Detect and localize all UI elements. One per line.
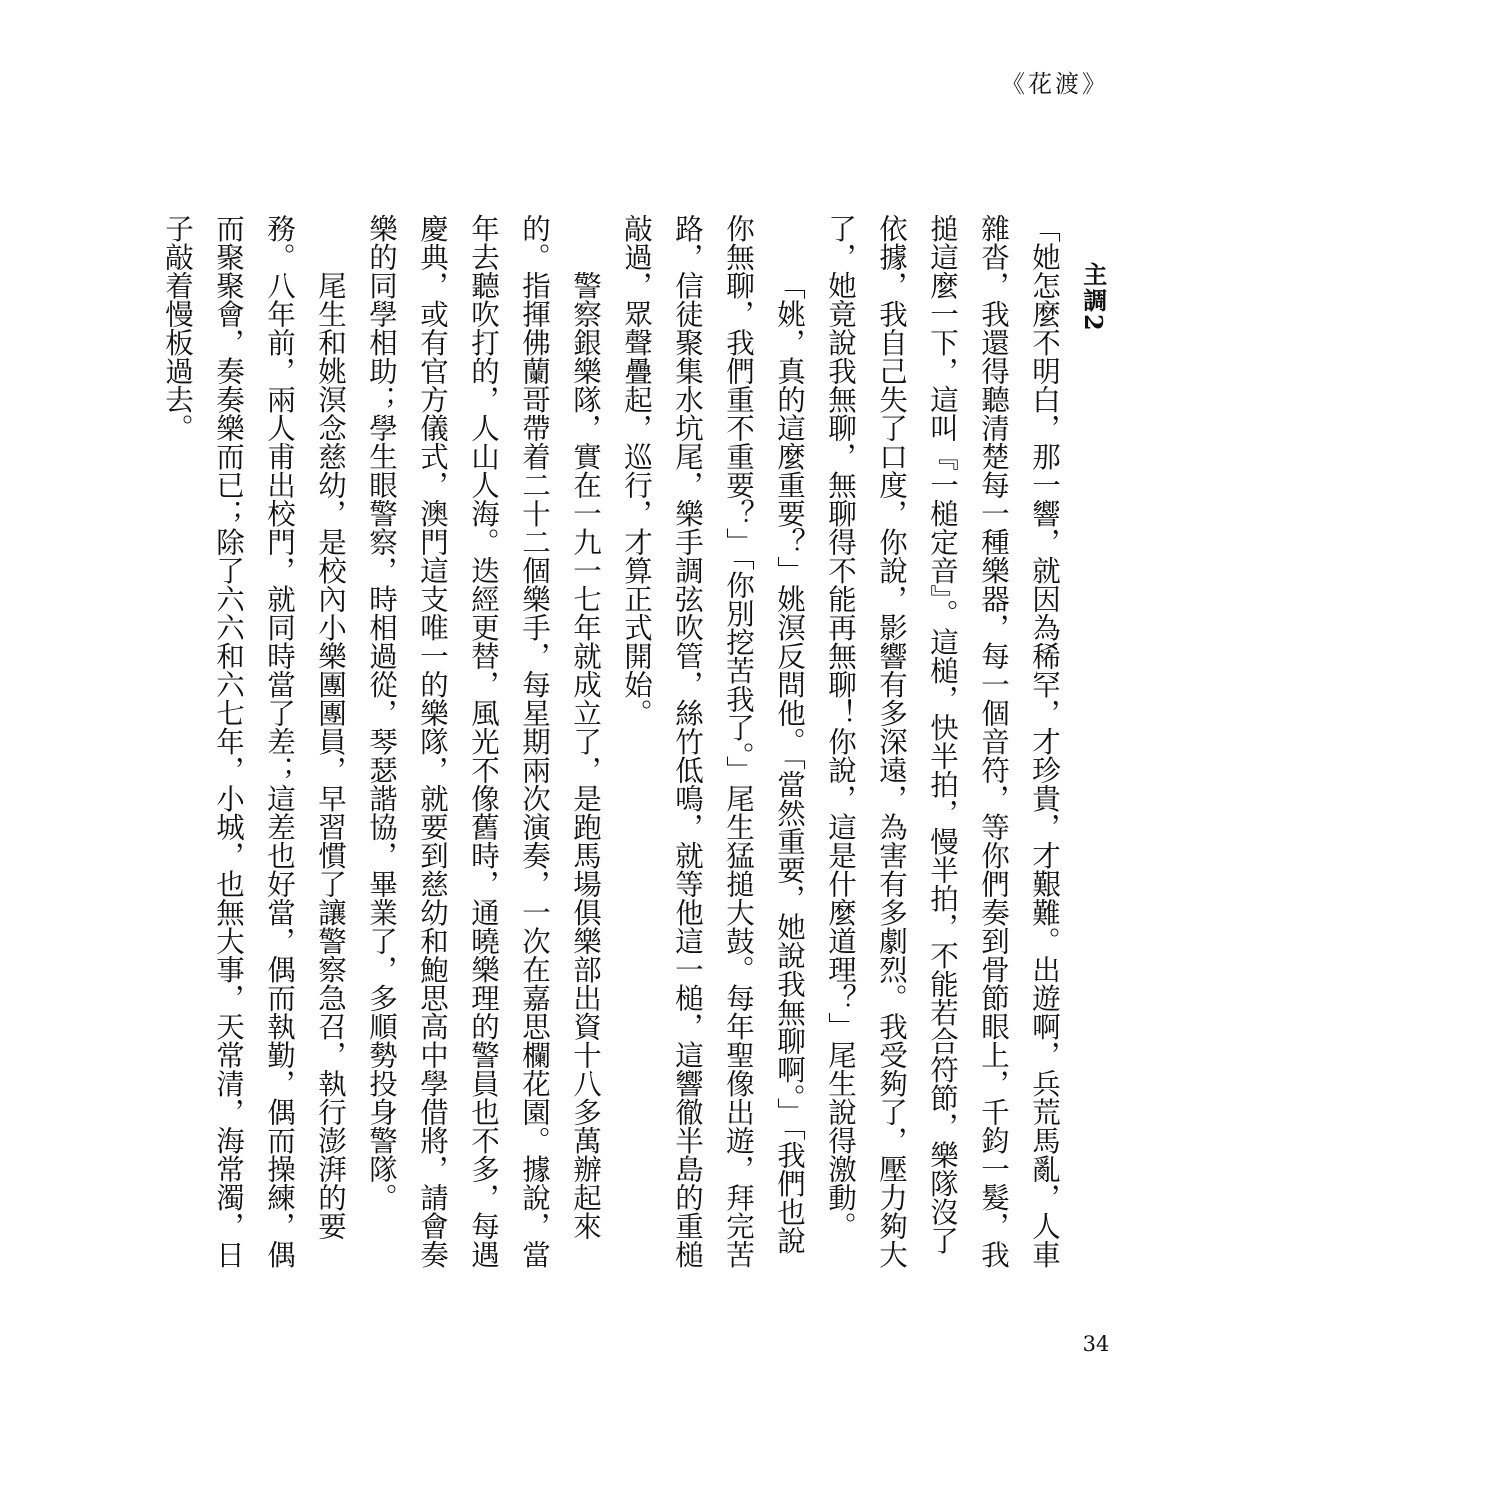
paragraph: 尾生和姚溟念慈幼，是校內小樂團團員，早習慣了讓警察急召，執行澎湃的要務。八年前，兩人甫出校門，就同時當了差；這差也好當，偶而執勤，偶而操練，偶而聚聚會，奏奏樂而已；除了六六和六七年，小城，也無大事，天常清，海常濁，日子敲着慢板過去。 — [161, 214, 347, 1269]
book-title: 《花渡》 — [1001, 70, 1109, 98]
body-text — [161, 214, 1070, 1278]
paragraph: 警察銀樂隊，實在一九一七年就成立了，是跑馬場俱樂部出資十八多萬辦起來的。指揮佛蘭哥帶着二十二個樂手，每星期兩次演奏，一次在嘉思欄花園。據說，當年去聽吹打的，人山人海。迭經更替，風光不像舊時，通曉樂理的警員也不多，每遇慶典，或有官方儀式，澳門這支唯一的樂隊，就要到慈幼和鮑思高中學借將，請會奏樂的同學相助；學生眼警察，時相過從，琴瑟諧協，畢業了，多順勢投身警隊。 — [365, 214, 602, 1269]
chapter-label: 主調2 — [1078, 262, 1108, 333]
page-number: 34 — [1082, 1332, 1110, 1356]
paragraph: 「她怎麼不明白，那一響，就因為稀罕，才珍貴，才艱難。出遊啊，兵荒馬亂，人車雜沓，我還得聽清楚每一種樂器，每一個音符，等你們奏到骨節眼上，千鈞一髮，我搥這麼一下，這叫『一槌定音』。這槌，快半拍，慢半拍，不能若合符節，樂隊沒了依據，我自己失了口度，你說，影響有多深遠，為害有多劇烈。我受夠了，壓力夠大了，她竟說我無聊，無聊得不能再無聊！你說，這是什麼道理？」尾生說得激動。 — [824, 214, 1061, 1269]
paragraph: 「姚，真的這麼重要？」姚溟反問他。「當然重要，她說我無聊啊。」「我們也說你無聊，我們重不重要？」「你別挖苦我了。」尾生猛搥大鼓。每年聖像出遊，拜完苦路，信徒聚集水坑尾，樂手調弦吹管，絲竹低鳴，就等他這一槌，這響徹半島的重槌敲過，眾聲疊起，巡行，才算正式開始。 — [620, 214, 806, 1269]
